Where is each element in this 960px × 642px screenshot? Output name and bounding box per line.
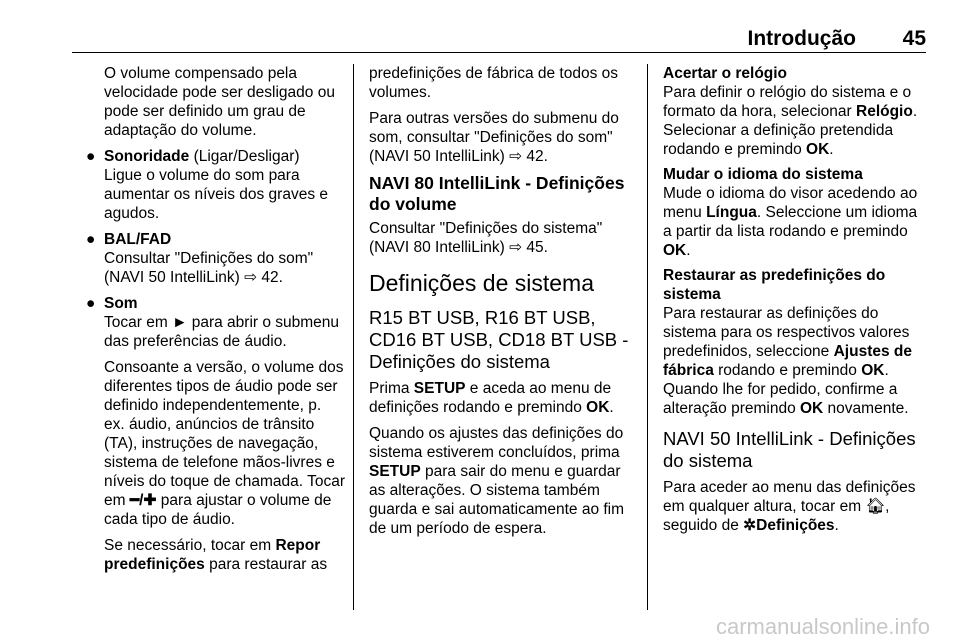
bullet-bal-fad [86,230,346,287]
term-bal-fad: BAL/FAD [104,231,172,248]
subheading-language: Mudar o idioma do sistema [663,166,863,183]
column-2 [369,64,635,545]
column-3 [663,64,927,541]
play-arrow-icon: ► [172,314,188,331]
bullet-sonoridade: ● Sonoridade (Ligar/Desligar) Ligue o volume do som para aumentar os níveis dos graves e agudos. [86,147,346,223]
page-number: 45 [902,27,926,50]
term-repor: Repor predefinições [104,537,321,573]
page-ref-arrow: ⇨ 42. [509,148,548,165]
page-ref-arrow: ⇨ 42. [244,269,283,286]
subheading-clock: Acertar o relógio [663,65,788,82]
term-definicoes: Definições [756,517,835,534]
gear-icon: ✲ [743,517,757,534]
paragraph-setup-exit: Quando os ajustes das definições do sistema estiverem concluídos, prima SETUP para sair do menu e guardar as alterações. O sistema também guarda e sai automaticamente ao fim de um período de espera. [369,425,625,537]
watermark: carmanualsonline.info [715,614,930,639]
som-desc-2: Consoante a versão, o volume dos diferentes tipos de áudio pode ser definido independentemente, p. ex. áudio, anúncios de trânsito (TA), instruções de navegação, sistema de telefone mãos-livres e níveis do toque de chamada. Tocar em ━/✚ para ajustar o volume de cada tipo de áudio. [104,359,345,528]
paragraph-other-versions: Para outras versões do submenu do som, consultar "Definições do som" (NAVI 50 IntelliLink) ⇨ 42. [369,110,619,165]
section-clock: Acertar o relógio Para definir o relógio do sistema e o formato da hora, selecionar Relógio. Selecionar a definição pretendida rodando e premindo OK. [663,65,918,158]
column-divider-1 [353,64,354,610]
subheading-restore: Restaurar as predefinições do sistema [663,267,886,303]
paragraph-speed-volume: O volume compensado pela velocidade pode ser desligado ou pode ser definido um grau de adaptação do volume. [104,65,335,139]
page-header-title: Introdução [747,27,856,50]
term-som: Som [104,295,138,312]
paragraph-navi80: Consultar "Definições do sistema" (NAVI 80 IntelliLink) ⇨ 45. [369,220,603,256]
section-language: Mudar o idioma do sistema Mude o idioma do visor acedendo ao menu Língua. Seleccione um idioma a partir da lista rodando e premindo OK. [663,166,918,259]
column-divider-2 [647,64,648,610]
bal-fad-desc: Consultar "Definições do som" (NAVI 50 IntelliLink) ⇨ 42. [104,250,314,286]
minus-plus-icon: ━/✚ [129,492,157,509]
bullet-dot: ● [86,148,96,165]
paragraph-continued: predefinições de fábrica de todos os volumes. [369,65,619,101]
heading-r15-system: R15 BT USB, R16 BT USB, CD16 BT USB, CD18 BT USB - Definições do sistema [369,307,629,372]
som-desc-3: Se necessário, tocar em Repor predefinições para restaurar as [104,537,328,573]
paragraph-navi50-access: Para aceder ao menu das definições em qualquer altura, tocar em 🏠︎, seguido de ✲Definições. [663,479,916,534]
column-1 [86,64,346,581]
home-icon: 🏠︎ [865,498,886,515]
term-sonoridade: Sonoridade [104,148,190,165]
sonoridade-desc: Ligue o volume do som para aumentar os níveis dos graves e agudos. [104,167,329,222]
paragraph-setup: Prima SETUP e aceda ao menu de definições rodando e premindo OK. [369,380,614,416]
heading-system-settings: Definições de sistema [369,270,594,296]
bullet-som [86,294,346,574]
heading-navi80-volume: NAVI 80 IntelliLink - Definições do volume [369,173,625,214]
section-restore: Restaurar as predefinições do sistema Para restaurar as definições do sistema para os respectivos valores predefinidos, seleccione Ajustes de fábrica rodando e premindo OK. Quando lhe for pedido, confirme a alteração premindo OK novamente. [663,267,912,417]
header-divider [72,52,926,53]
heading-navi50-system: NAVI 50 IntelliLink - Definições do sistema [663,428,916,471]
bullet-dot: ● [86,231,96,248]
page-ref-arrow: ⇨ 45. [509,239,548,256]
som-desc-1: Tocar em ► para abrir o submenu das preferências de áudio. [104,314,340,350]
bullet-dot: ● [86,295,96,312]
